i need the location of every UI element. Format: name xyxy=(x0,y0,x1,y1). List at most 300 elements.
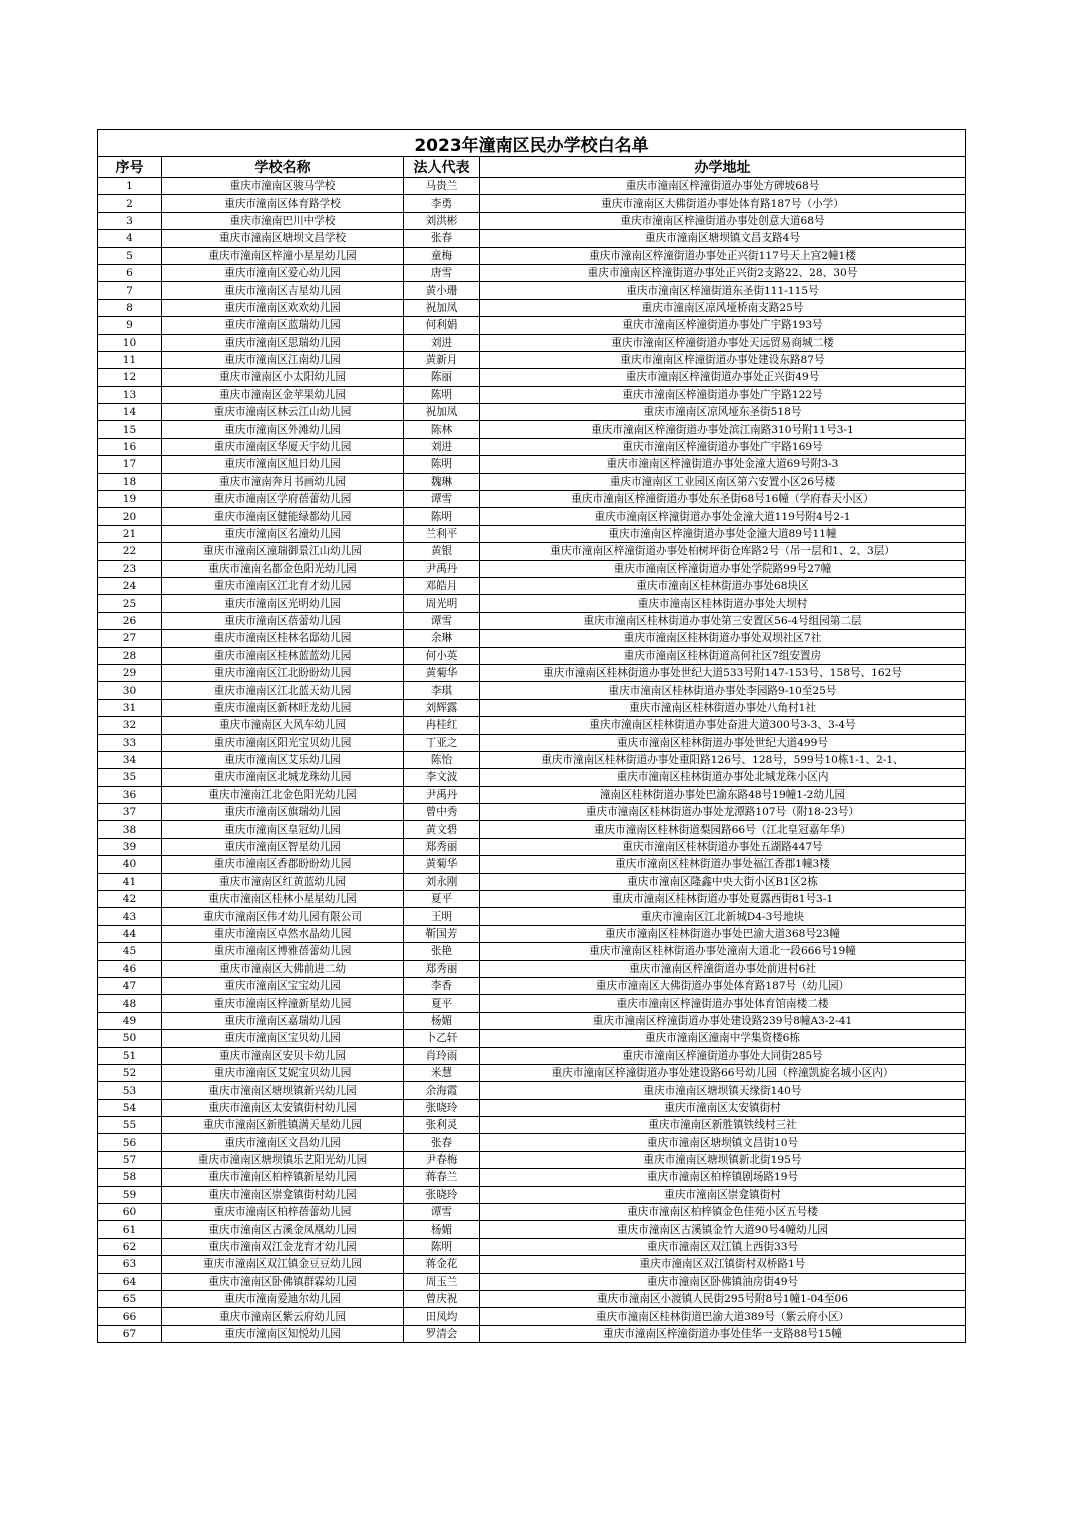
table-row xyxy=(98,751,966,768)
table-row xyxy=(98,717,966,734)
cell-legal-rep: 尹春梅 xyxy=(404,1151,480,1168)
cell-school-name: 重庆市潼南区蓝瑞幼儿园 xyxy=(162,317,404,334)
cell-school-name: 重庆市潼南区双江镇金豆豆幼儿园 xyxy=(162,1256,404,1273)
cell-index: 20 xyxy=(98,508,162,525)
table-row xyxy=(98,1325,966,1342)
cell-legal-rep: 陈丽 xyxy=(404,369,480,386)
cell-legal-rep: 王明 xyxy=(404,908,480,925)
cell-school-name: 重庆市潼南区知悦幼儿园 xyxy=(162,1325,404,1342)
table-row xyxy=(98,456,966,473)
cell-school-name: 重庆市潼南区文昌幼儿园 xyxy=(162,1134,404,1151)
cell-school-name: 重庆市潼南区潼瑞御景江山幼儿园 xyxy=(162,543,404,560)
cell-legal-rep: 李文波 xyxy=(404,769,480,786)
cell-address: 重庆市潼南区梓潼街道办事处广宇路122号 xyxy=(480,386,966,403)
cell-index: 18 xyxy=(98,473,162,490)
table-row xyxy=(98,1221,966,1238)
cell-address: 重庆市潼南区梓潼街道办事处建设路66号幼儿园（梓潼凯旋名城小区内） xyxy=(480,1064,966,1081)
cell-address: 重庆市潼南区双江镇上西街33号 xyxy=(480,1238,966,1255)
cell-address: 重庆市潼南区梓潼街道办事处金潼大道89号11幢 xyxy=(480,525,966,542)
cell-address: 重庆市潼南区塘坝镇文昌支路4号 xyxy=(480,230,966,247)
cell-address: 重庆市潼南区太安镇街村 xyxy=(480,1099,966,1116)
whitelist-sheet xyxy=(97,129,965,1343)
cell-address: 重庆市潼南区梓潼街道东圣街111-115号 xyxy=(480,282,966,299)
cell-address: 重庆市潼南区梓潼街道办事处学院路99号27幢 xyxy=(480,560,966,577)
table-row xyxy=(98,525,966,542)
cell-index: 24 xyxy=(98,577,162,594)
cell-legal-rep: 张春 xyxy=(404,1134,480,1151)
cell-index: 25 xyxy=(98,595,162,612)
cell-address: 重庆市潼南区塘坝镇新北街195号 xyxy=(480,1151,966,1168)
cell-address: 重庆市潼南区新胜镇铁线村三社 xyxy=(480,1117,966,1134)
cell-index: 1 xyxy=(98,178,162,195)
cell-school-name: 重庆市潼南区梓潼小星星幼儿园 xyxy=(162,247,404,264)
cell-address: 重庆市潼南区卧佛镇油房街49号 xyxy=(480,1273,966,1290)
cell-index: 47 xyxy=(98,977,162,994)
cell-address: 重庆市潼南区梓潼街道办事处建设东路87号 xyxy=(480,351,966,368)
cell-address: 重庆市潼南区桂林街道办事处五湖路447号 xyxy=(480,838,966,855)
cell-school-name: 重庆市潼南区江北育才幼儿园 xyxy=(162,577,404,594)
cell-legal-rep: 马贵兰 xyxy=(404,178,480,195)
table-row xyxy=(98,1082,966,1099)
cell-school-name: 重庆市潼南区梓潼新星幼儿园 xyxy=(162,995,404,1012)
cell-school-name: 重庆市潼南区桂林名邸幼儿园 xyxy=(162,630,404,647)
cell-legal-rep: 蒋金花 xyxy=(404,1256,480,1273)
cell-legal-rep: 谭雪 xyxy=(404,491,480,508)
cell-school-name: 重庆市潼南区体育路学校 xyxy=(162,195,404,212)
cell-school-name: 重庆市潼南区小太阳幼儿园 xyxy=(162,369,404,386)
cell-school-name: 重庆市潼南区大风车幼儿园 xyxy=(162,717,404,734)
cell-school-name: 重庆市潼南区智星幼儿园 xyxy=(162,838,404,855)
cell-index: 28 xyxy=(98,647,162,664)
cell-index: 30 xyxy=(98,682,162,699)
table-row xyxy=(98,438,966,455)
cell-legal-rep: 靳国芳 xyxy=(404,925,480,942)
cell-school-name: 重庆市潼南爱迪尔幼儿园 xyxy=(162,1291,404,1308)
cell-index: 67 xyxy=(98,1325,162,1342)
table-row xyxy=(98,334,966,351)
cell-legal-rep: 黄菊华 xyxy=(404,856,480,873)
cell-legal-rep: 罗清会 xyxy=(404,1325,480,1342)
cell-legal-rep: 丁亚之 xyxy=(404,734,480,751)
cell-address: 重庆市潼南区梓潼街道办事处广宇路169号 xyxy=(480,438,966,455)
cell-index: 48 xyxy=(98,995,162,1012)
cell-address: 重庆市潼南区梓潼街道办事处天远贸易商城二楼 xyxy=(480,334,966,351)
table-row xyxy=(98,1308,966,1325)
table-row xyxy=(98,995,966,1012)
cell-address: 重庆市潼南区隆鑫中央大街小区B1区2栋 xyxy=(480,873,966,890)
cell-address: 重庆市潼南区梓潼街道办事处大同街285号 xyxy=(480,1047,966,1064)
cell-school-name: 重庆市潼南区外滩幼儿园 xyxy=(162,421,404,438)
cell-index: 36 xyxy=(98,786,162,803)
cell-index: 3 xyxy=(98,212,162,229)
cell-school-name: 重庆市潼南区江南幼儿园 xyxy=(162,351,404,368)
cell-address: 重庆市潼南区潼南中学集资楼6栋 xyxy=(480,1030,966,1047)
cell-index: 41 xyxy=(98,873,162,890)
cell-legal-rep: 刘进 xyxy=(404,334,480,351)
cell-index: 61 xyxy=(98,1221,162,1238)
cell-legal-rep: 冉桂红 xyxy=(404,717,480,734)
cell-index: 43 xyxy=(98,908,162,925)
cell-legal-rep: 兰利平 xyxy=(404,525,480,542)
cell-index: 17 xyxy=(98,456,162,473)
table-row xyxy=(98,1256,966,1273)
cell-index: 29 xyxy=(98,664,162,681)
cell-legal-rep: 陈明 xyxy=(404,386,480,403)
table-row xyxy=(98,1134,966,1151)
cell-address: 重庆市潼南区桂林街道办事处夏露西街81号3-1 xyxy=(480,891,966,908)
cell-legal-rep: 陈明 xyxy=(404,456,480,473)
cell-address: 重庆市潼南区桂林街道办事处潼南大道北一段666号19幢 xyxy=(480,943,966,960)
cell-legal-rep: 米慧 xyxy=(404,1064,480,1081)
cell-index: 4 xyxy=(98,230,162,247)
header-legal-rep: 法人代表 xyxy=(404,157,480,178)
header-school-name: 学校名称 xyxy=(162,157,404,178)
table-row xyxy=(98,491,966,508)
table-row xyxy=(98,421,966,438)
cell-legal-rep: 余琳 xyxy=(404,630,480,647)
cell-school-name: 重庆市潼南区金苹果幼儿园 xyxy=(162,386,404,403)
table-row xyxy=(98,856,966,873)
cell-school-name: 重庆市潼南区艾妮宝贝幼儿园 xyxy=(162,1064,404,1081)
cell-legal-rep: 祝加凤 xyxy=(404,404,480,421)
cell-address: 重庆市潼南区工业园区南区第六安置小区26号楼 xyxy=(480,473,966,490)
cell-legal-rep: 谭雪 xyxy=(404,1204,480,1221)
cell-legal-rep: 周玉兰 xyxy=(404,1273,480,1290)
cell-legal-rep: 陈明 xyxy=(404,1238,480,1255)
cell-school-name: 重庆市潼南区骏马学校 xyxy=(162,178,404,195)
cell-index: 66 xyxy=(98,1308,162,1325)
cell-index: 5 xyxy=(98,247,162,264)
cell-school-name: 重庆市潼南江北金色阳光幼儿园 xyxy=(162,786,404,803)
cell-school-name: 重庆市潼南区旭日幼儿园 xyxy=(162,456,404,473)
cell-school-name: 重庆市潼南区太安镇街村幼儿园 xyxy=(162,1099,404,1116)
cell-legal-rep: 陈怡 xyxy=(404,751,480,768)
cell-address: 重庆市潼南区梓潼街道办事处柏树坪街仓库路2号（吊一层和1、2、3层） xyxy=(480,543,966,560)
cell-legal-rep: 何利娟 xyxy=(404,317,480,334)
cell-school-name: 重庆市潼南区爱心幼儿园 xyxy=(162,264,404,281)
cell-legal-rep: 黄小珊 xyxy=(404,282,480,299)
cell-school-name: 重庆市潼南区江北盼盼幼儿园 xyxy=(162,664,404,681)
table-row xyxy=(98,699,966,716)
cell-index: 59 xyxy=(98,1186,162,1203)
cell-address: 重庆市潼南区梓潼街道办事处东圣街68号16幢（学府春天小区） xyxy=(480,491,966,508)
cell-index: 9 xyxy=(98,317,162,334)
cell-school-name: 重庆市潼南双江金龙育才幼儿园 xyxy=(162,1238,404,1255)
table-row xyxy=(98,1099,966,1116)
cell-school-name: 重庆市潼南区阳光宝贝幼儿园 xyxy=(162,734,404,751)
table-row xyxy=(98,1064,966,1081)
cell-address: 重庆市潼南区梓潼街道办事处正兴街117号天上宫2幢1楼 xyxy=(480,247,966,264)
cell-index: 49 xyxy=(98,1012,162,1029)
cell-school-name: 重庆市潼南区桂林蓝蓝幼儿园 xyxy=(162,647,404,664)
cell-school-name: 重庆市潼南区卓然水晶幼儿园 xyxy=(162,925,404,942)
cell-address: 重庆市潼南区柏梓镇金色佳苑小区五号楼 xyxy=(480,1204,966,1221)
cell-legal-rep: 黄新月 xyxy=(404,351,480,368)
table-row xyxy=(98,560,966,577)
cell-address: 重庆市潼南区梓潼街道办事处方碑坡68号 xyxy=(480,178,966,195)
table-row xyxy=(98,1169,966,1186)
cell-address: 重庆市潼南区梓潼街道办事处体育馆南楼二楼 xyxy=(480,995,966,1012)
cell-index: 6 xyxy=(98,264,162,281)
cell-school-name: 重庆市潼南区思瑞幼儿园 xyxy=(162,334,404,351)
cell-index: 14 xyxy=(98,404,162,421)
cell-school-name: 重庆市潼南区古溪金凤凰幼儿园 xyxy=(162,1221,404,1238)
table-row xyxy=(98,786,966,803)
cell-school-name: 重庆市潼南区皇冠幼儿园 xyxy=(162,821,404,838)
cell-index: 63 xyxy=(98,1256,162,1273)
cell-legal-rep: 田凤均 xyxy=(404,1308,480,1325)
cell-school-name: 重庆市潼南区香郡盼盼幼儿园 xyxy=(162,856,404,873)
table-row xyxy=(98,1273,966,1290)
cell-index: 60 xyxy=(98,1204,162,1221)
cell-address: 重庆市潼南区梓潼街道办事处金潼大道69号附3-3 xyxy=(480,456,966,473)
cell-index: 42 xyxy=(98,891,162,908)
cell-legal-rep: 张春 xyxy=(404,230,480,247)
cell-legal-rep: 郑秀丽 xyxy=(404,960,480,977)
cell-index: 45 xyxy=(98,943,162,960)
table-row xyxy=(98,977,966,994)
cell-address: 重庆市潼南区桂林街道办事处双坝社区7社 xyxy=(480,630,966,647)
cell-index: 56 xyxy=(98,1134,162,1151)
cell-legal-rep: 谭雪 xyxy=(404,612,480,629)
cell-school-name: 重庆市潼南区健能绿都幼儿园 xyxy=(162,508,404,525)
table-row xyxy=(98,351,966,368)
cell-address: 重庆市潼南区桂林街道办事处福江香郡1幢3楼 xyxy=(480,856,966,873)
table-row xyxy=(98,1204,966,1221)
table-row xyxy=(98,508,966,525)
cell-legal-rep: 卜乙轩 xyxy=(404,1030,480,1047)
cell-address: 重庆市潼南区桂林街道办事处巴渝大道368号23幢 xyxy=(480,925,966,942)
cell-legal-rep: 张晓玲 xyxy=(404,1186,480,1203)
cell-legal-rep: 夏平 xyxy=(404,995,480,1012)
cell-school-name: 重庆市潼南名都金色阳光幼儿园 xyxy=(162,560,404,577)
cell-legal-rep: 尹禹丹 xyxy=(404,560,480,577)
cell-index: 15 xyxy=(98,421,162,438)
cell-legal-rep: 张晓玲 xyxy=(404,1099,480,1116)
table-row xyxy=(98,543,966,560)
cell-address: 重庆市潼南区桂林街道办事处李园路9-10至25号 xyxy=(480,682,966,699)
cell-address: 重庆市潼南区桂林街道办事处重阳路126号、128号，599号10栋1-1、2-1、 xyxy=(480,751,966,768)
cell-index: 55 xyxy=(98,1117,162,1134)
table-row xyxy=(98,891,966,908)
table-row xyxy=(98,595,966,612)
table-row xyxy=(98,1186,966,1203)
header-address: 办学地址 xyxy=(480,157,966,178)
cell-legal-rep: 黄银 xyxy=(404,543,480,560)
table-row xyxy=(98,804,966,821)
cell-legal-rep: 肖玲雨 xyxy=(404,1047,480,1064)
cell-school-name: 重庆市潼南区嘉瑞幼儿园 xyxy=(162,1012,404,1029)
cell-school-name: 重庆市潼南区大佛前进二幼 xyxy=(162,960,404,977)
table-row xyxy=(98,264,966,281)
table-row xyxy=(98,247,966,264)
cell-index: 16 xyxy=(98,438,162,455)
cell-address: 重庆市潼南区古溪镇金竹大道90号4幢幼儿园 xyxy=(480,1221,966,1238)
cell-school-name: 重庆市潼南区新林旺龙幼儿园 xyxy=(162,699,404,716)
cell-school-name: 重庆市潼南区新胜镇满天星幼儿园 xyxy=(162,1117,404,1134)
table-row xyxy=(98,404,966,421)
table-row xyxy=(98,943,966,960)
cell-legal-rep: 尹禹丹 xyxy=(404,786,480,803)
cell-address: 重庆市潼南区凉风垭桥南支路25号 xyxy=(480,299,966,316)
header-index: 序号 xyxy=(98,157,162,178)
cell-legal-rep: 童梅 xyxy=(404,247,480,264)
cell-index: 13 xyxy=(98,386,162,403)
cell-school-name: 重庆市潼南区紫云府幼儿园 xyxy=(162,1308,404,1325)
cell-legal-rep: 郑秀丽 xyxy=(404,838,480,855)
cell-address: 重庆市潼南区梓潼街道办事处滨江南路310号附11号3-1 xyxy=(480,421,966,438)
cell-school-name: 重庆市潼南区宝贝幼儿园 xyxy=(162,1030,404,1047)
cell-index: 35 xyxy=(98,769,162,786)
cell-index: 53 xyxy=(98,1082,162,1099)
table-row xyxy=(98,212,966,229)
cell-index: 27 xyxy=(98,630,162,647)
cell-school-name: 重庆市潼南区欢欢幼儿园 xyxy=(162,299,404,316)
cell-address: 重庆市潼南区梓潼街道办事处佳华一支路88号15幢 xyxy=(480,1325,966,1342)
cell-legal-rep: 周光明 xyxy=(404,595,480,612)
table-row xyxy=(98,960,966,977)
table-row xyxy=(98,908,966,925)
cell-school-name: 重庆市潼南区柏梓镇新星幼儿园 xyxy=(162,1169,404,1186)
cell-school-name: 重庆市潼南区博雅蓓蕾幼儿园 xyxy=(162,943,404,960)
cell-address: 重庆市潼南区塘坝镇天缘街140号 xyxy=(480,1082,966,1099)
cell-address: 重庆市潼南区塘坝镇文昌街10号 xyxy=(480,1134,966,1151)
cell-school-name: 重庆市潼南区光明幼儿园 xyxy=(162,595,404,612)
table-row xyxy=(98,317,966,334)
table-row xyxy=(98,577,966,594)
cell-address: 重庆市潼南区梓潼街道办事处正兴街49号 xyxy=(480,369,966,386)
cell-index: 33 xyxy=(98,734,162,751)
cell-legal-rep: 陈明 xyxy=(404,508,480,525)
table-row xyxy=(98,873,966,890)
table-row xyxy=(98,838,966,855)
cell-address: 潼南区桂林街道办事处巴渝东路48号19幢1-2幼儿园 xyxy=(480,786,966,803)
table-title: 2023年潼南区民办学校白名单 xyxy=(98,130,966,157)
cell-address: 重庆市潼南区桂林街道办事处奋进大道300号3-3、3-4号 xyxy=(480,717,966,734)
cell-legal-rep: 黄文碧 xyxy=(404,821,480,838)
title-row xyxy=(98,130,966,157)
cell-address: 重庆市潼南区桂林街道办事处第三安置区56-4号组园第二层 xyxy=(480,612,966,629)
cell-index: 37 xyxy=(98,804,162,821)
cell-legal-rep: 刘进 xyxy=(404,438,480,455)
cell-school-name: 重庆市潼南区学府蓓蕾幼儿园 xyxy=(162,491,404,508)
table-row xyxy=(98,647,966,664)
cell-school-name: 重庆市潼南区吉星幼儿园 xyxy=(162,282,404,299)
cell-index: 31 xyxy=(98,699,162,716)
table-row xyxy=(98,612,966,629)
cell-index: 19 xyxy=(98,491,162,508)
table-row xyxy=(98,195,966,212)
cell-legal-rep: 杨媚 xyxy=(404,1012,480,1029)
cell-school-name: 重庆市潼南巴川中学校 xyxy=(162,212,404,229)
cell-address: 重庆市潼南区桂林街道梨园路66号（江北皇冠嘉年华） xyxy=(480,821,966,838)
cell-index: 38 xyxy=(98,821,162,838)
cell-address: 重庆市潼南区梓潼街道办事处广宇路193号 xyxy=(480,317,966,334)
cell-legal-rep: 刘洪彬 xyxy=(404,212,480,229)
cell-index: 57 xyxy=(98,1151,162,1168)
cell-school-name: 重庆市潼南区柏梓蓓蕾幼儿园 xyxy=(162,1204,404,1221)
table-row xyxy=(98,925,966,942)
cell-legal-rep: 陈林 xyxy=(404,421,480,438)
cell-index: 51 xyxy=(98,1047,162,1064)
cell-school-name: 重庆市潼南区红黄蓝幼儿园 xyxy=(162,873,404,890)
table-row xyxy=(98,473,966,490)
cell-index: 64 xyxy=(98,1273,162,1290)
table-row xyxy=(98,230,966,247)
table-row xyxy=(98,178,966,195)
cell-school-name: 重庆市潼南区塘坝镇新兴幼儿园 xyxy=(162,1082,404,1099)
cell-legal-rep: 祝加凤 xyxy=(404,299,480,316)
cell-school-name: 重庆市潼南区伟才幼儿园有限公司 xyxy=(162,908,404,925)
cell-index: 52 xyxy=(98,1064,162,1081)
cell-address: 重庆市潼南区崇龛镇街村 xyxy=(480,1186,966,1203)
cell-address: 重庆市潼南区梓潼街道办事处金潼大道119号附4号2-1 xyxy=(480,508,966,525)
cell-index: 39 xyxy=(98,838,162,855)
table-row xyxy=(98,386,966,403)
table-row xyxy=(98,630,966,647)
table-row xyxy=(98,369,966,386)
table-row xyxy=(98,682,966,699)
cell-address: 重庆市潼南区梓潼街道办事处建设路239号8幢A3-2-41 xyxy=(480,1012,966,1029)
cell-index: 22 xyxy=(98,543,162,560)
cell-school-name: 重庆市潼南区卧佛镇群霖幼儿园 xyxy=(162,1273,404,1290)
cell-index: 8 xyxy=(98,299,162,316)
cell-school-name: 重庆市潼南区名潼幼儿园 xyxy=(162,525,404,542)
table-body xyxy=(98,178,966,1343)
cell-address: 重庆市潼南区桂林街道办事处大坝村 xyxy=(480,595,966,612)
cell-school-name: 重庆市潼南区安贝卡幼儿园 xyxy=(162,1047,404,1064)
cell-index: 26 xyxy=(98,612,162,629)
cell-index: 12 xyxy=(98,369,162,386)
cell-address: 重庆市潼南区桂林街道办事处北城龙珠小区内 xyxy=(480,769,966,786)
cell-index: 34 xyxy=(98,751,162,768)
cell-legal-rep: 何小英 xyxy=(404,647,480,664)
table-row xyxy=(98,1012,966,1029)
cell-address: 重庆市潼南区桂林街道办事处龙潭路107号（附18-23号） xyxy=(480,804,966,821)
cell-index: 50 xyxy=(98,1030,162,1047)
cell-index: 40 xyxy=(98,856,162,873)
table-row xyxy=(98,1030,966,1047)
table-row xyxy=(98,1291,966,1308)
table-row xyxy=(98,821,966,838)
table-row xyxy=(98,734,966,751)
cell-legal-rep: 余海霞 xyxy=(404,1082,480,1099)
cell-address: 重庆市潼南区桂林街道办事处世纪大道533号附147-153号、158号、162号 xyxy=(480,664,966,681)
cell-legal-rep: 魏琳 xyxy=(404,473,480,490)
cell-school-name: 重庆市潼南区崇龛镇街村幼儿园 xyxy=(162,1186,404,1203)
cell-index: 11 xyxy=(98,351,162,368)
table-row xyxy=(98,769,966,786)
cell-school-name: 重庆市潼南区江北蓝天幼儿园 xyxy=(162,682,404,699)
cell-index: 54 xyxy=(98,1099,162,1116)
table-row xyxy=(98,1117,966,1134)
cell-address: 重庆市潼南区大佛街道办事处体育路187号（幼儿园） xyxy=(480,977,966,994)
cell-legal-rep: 刘永刚 xyxy=(404,873,480,890)
cell-school-name: 重庆市潼南区林云江山幼儿园 xyxy=(162,404,404,421)
cell-legal-rep: 黄菊华 xyxy=(404,664,480,681)
cell-address: 重庆市潼南区梓潼街道办事处前进村6社 xyxy=(480,960,966,977)
cell-legal-rep: 张利灵 xyxy=(404,1117,480,1134)
cell-legal-rep: 李香 xyxy=(404,977,480,994)
cell-school-name: 重庆市潼南区宝宝幼儿园 xyxy=(162,977,404,994)
cell-address: 重庆市潼南区梓潼街道办事处创意大道68号 xyxy=(480,212,966,229)
table-row xyxy=(98,1151,966,1168)
cell-address: 重庆市潼南区柏梓镇剧场路19号 xyxy=(480,1169,966,1186)
cell-school-name: 重庆市潼南区华厦天宇幼儿园 xyxy=(162,438,404,455)
cell-index: 62 xyxy=(98,1238,162,1255)
cell-legal-rep: 张艳 xyxy=(404,943,480,960)
cell-legal-rep: 刘辉露 xyxy=(404,699,480,716)
